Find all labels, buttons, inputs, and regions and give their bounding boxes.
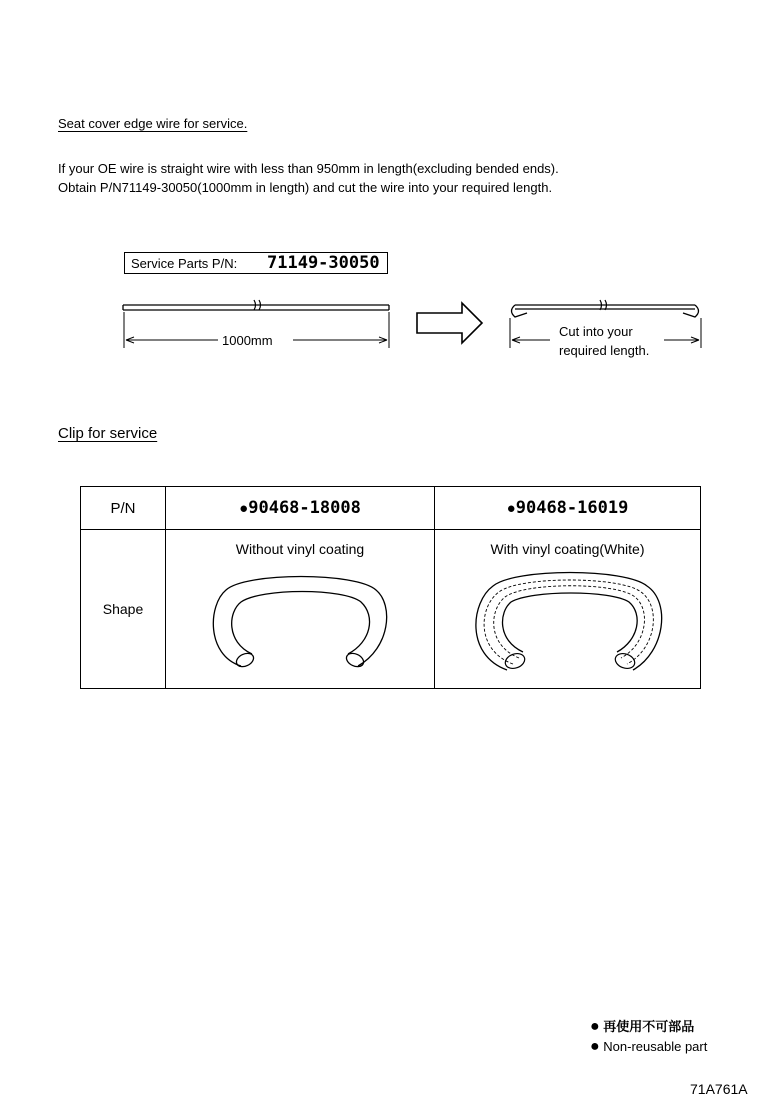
legend-line-2 <box>590 1038 707 1056</box>
pn-cell-1 <box>166 487 435 530</box>
legend-line-1 <box>590 1016 694 1036</box>
non-reusable-dot-icon: ● <box>239 500 249 517</box>
right-arrow-icon <box>417 303 482 343</box>
wire-note-line-1: If your OE wire is straight wire with less than 950mm in length(excluding bended ends). <box>58 161 559 176</box>
legend-text-en: Non-reusable part <box>603 1039 708 1054</box>
clip-description-2: With vinyl coating(White) <box>490 541 645 557</box>
non-reusable-dot-icon: ● <box>506 500 516 517</box>
shape-header-cell <box>81 530 166 689</box>
shape-cell-1 <box>166 530 435 689</box>
cut-label-line-1: Cut into your <box>559 324 633 339</box>
service-parts-number: 71149-30050 <box>267 253 380 273</box>
wire-section-title: Seat cover edge wire for service. <box>58 116 248 131</box>
clip-description-1: Without vinyl coating <box>235 541 365 557</box>
clip-shape-uncoated <box>166 530 434 688</box>
pn-header-cell <box>81 487 166 530</box>
pn-cell-2 <box>435 487 701 530</box>
legend-text-jp: 再使用不可部品 <box>603 1020 695 1035</box>
clip-table-shape-row <box>81 530 701 689</box>
part-number-2: 90468-16019 <box>515 498 629 518</box>
straight-wire-illustration <box>123 300 389 310</box>
length-label: 1000mm <box>222 333 273 348</box>
shape-cell-2 <box>435 530 701 689</box>
non-reusable-dot-icon: ● <box>590 1038 600 1055</box>
non-reusable-dot-icon: ● <box>590 1018 600 1035</box>
clip-table-header-row <box>81 487 701 530</box>
service-parts-label: Service Parts P/N: <box>131 256 238 271</box>
cut-label-line-2: required length. <box>559 343 650 358</box>
clip-shape-coated <box>435 530 703 688</box>
clip-section-title: Clip for service <box>58 425 158 442</box>
shape-header: Shape <box>102 601 144 617</box>
figure-id: 71A761A <box>690 1081 748 1097</box>
pn-header: P/N <box>110 499 136 517</box>
part-number-1: 90468-18008 <box>248 498 361 518</box>
bent-wire-illustration <box>512 300 699 317</box>
clip-table <box>80 486 701 689</box>
wire-note-line-2: Obtain P/N71149-30050(1000mm in length) and cut the wire into your required length. <box>58 180 553 195</box>
